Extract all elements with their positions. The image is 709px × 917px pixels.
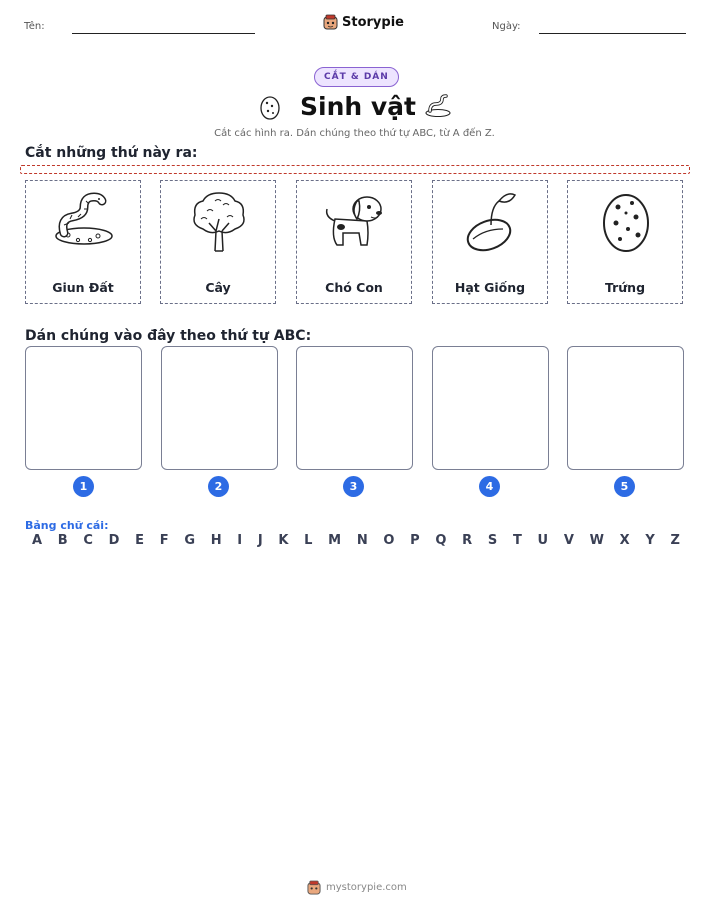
paste-slot-4[interactable] xyxy=(432,346,549,470)
egg-icon xyxy=(259,94,281,120)
footer xyxy=(307,880,407,895)
cut-card-egg[interactable] xyxy=(567,180,683,304)
cut-card-puppy[interactable] xyxy=(296,180,412,304)
footer-site[interactable]: mystorypie.com xyxy=(326,882,407,893)
egg-icon xyxy=(596,189,656,253)
alphabet-letter: K xyxy=(278,533,289,548)
alphabet-letter: N xyxy=(356,533,368,548)
storypie-mascot-icon xyxy=(323,14,338,30)
slot-number-badge: 4 xyxy=(479,476,500,497)
alphabet-letter: W xyxy=(589,533,604,548)
cut-card-label: Chó Con xyxy=(325,280,383,295)
alphabet-letter: C xyxy=(83,533,93,548)
name-label: Tên: xyxy=(24,21,45,32)
alphabet-letter: E xyxy=(135,533,145,548)
slot-number-badge: 3 xyxy=(343,476,364,497)
name-line[interactable] xyxy=(72,33,255,34)
alphabet-label: Bảng chữ cái: xyxy=(25,519,109,532)
cut-section-heading: Cắt những thứ này ra: xyxy=(25,145,198,161)
alphabet-letter: V xyxy=(563,533,574,548)
cut-card-label: Trứng xyxy=(604,280,646,295)
cut-card-label: Giun Đất xyxy=(52,280,114,295)
earthworm-icon xyxy=(424,94,452,118)
alphabet-letter: Z xyxy=(670,533,680,548)
storypie-mascot-icon xyxy=(307,880,321,895)
puppy-icon xyxy=(321,189,387,251)
alphabet-letter: J xyxy=(257,533,263,548)
alphabet-letter: O xyxy=(383,533,395,548)
alphabet-letter: F xyxy=(159,533,169,548)
alphabet-letter: L xyxy=(304,533,313,548)
tree-icon xyxy=(189,189,249,253)
alphabet-row xyxy=(32,533,680,548)
alphabet-letter: I xyxy=(237,533,243,548)
alphabet-letter: G xyxy=(184,533,195,548)
alphabet-letter: Y xyxy=(645,533,655,548)
alphabet-letter: D xyxy=(108,533,120,548)
paste-slot-3[interactable] xyxy=(296,346,413,470)
brand-logo xyxy=(323,14,404,30)
seed-icon xyxy=(461,189,521,253)
alphabet-letter: T xyxy=(512,533,522,548)
cut-card-label: Hạt Giống xyxy=(454,280,526,295)
slot-number-badge: 1 xyxy=(73,476,94,497)
alphabet-letter: H xyxy=(210,533,222,548)
paste-section-heading: Dán chúng vào đây theo thứ tự ABC: xyxy=(25,328,312,344)
earthworm-icon xyxy=(54,189,114,249)
cut-card-tree[interactable] xyxy=(160,180,276,304)
slot-number-badge: 2 xyxy=(208,476,229,497)
alphabet-letter: X xyxy=(619,533,630,548)
date-label: Ngày: xyxy=(492,21,521,32)
page-subtitle: Cắt các hình ra. Dán chúng theo thứ tự ABC, từ A đến Z. xyxy=(214,128,495,139)
page-title: Sinh vật xyxy=(300,92,416,121)
cut-guide-line xyxy=(20,165,690,174)
alphabet-letter: Q xyxy=(435,533,447,548)
alphabet-letter: A xyxy=(32,533,43,548)
alphabet-letter: P xyxy=(410,533,420,548)
alphabet-letter: M xyxy=(328,533,342,548)
paste-slot-1[interactable] xyxy=(25,346,142,470)
date-line[interactable] xyxy=(539,33,686,34)
cut-card-seed[interactable] xyxy=(432,180,548,304)
paste-slot-5[interactable] xyxy=(567,346,684,470)
alphabet-letter: U xyxy=(537,533,549,548)
paste-slot-2[interactable] xyxy=(161,346,278,470)
alphabet-letter: R xyxy=(462,533,473,548)
cut-card-earthworm[interactable] xyxy=(25,180,141,304)
alphabet-letter: S xyxy=(487,533,498,548)
slot-number-badge: 5 xyxy=(614,476,635,497)
cut-card-label: Cây xyxy=(205,280,231,295)
activity-badge: CẮT & DÁN xyxy=(314,67,399,87)
alphabet-letter: B xyxy=(57,533,68,548)
brand-name: Storypie xyxy=(342,14,404,30)
